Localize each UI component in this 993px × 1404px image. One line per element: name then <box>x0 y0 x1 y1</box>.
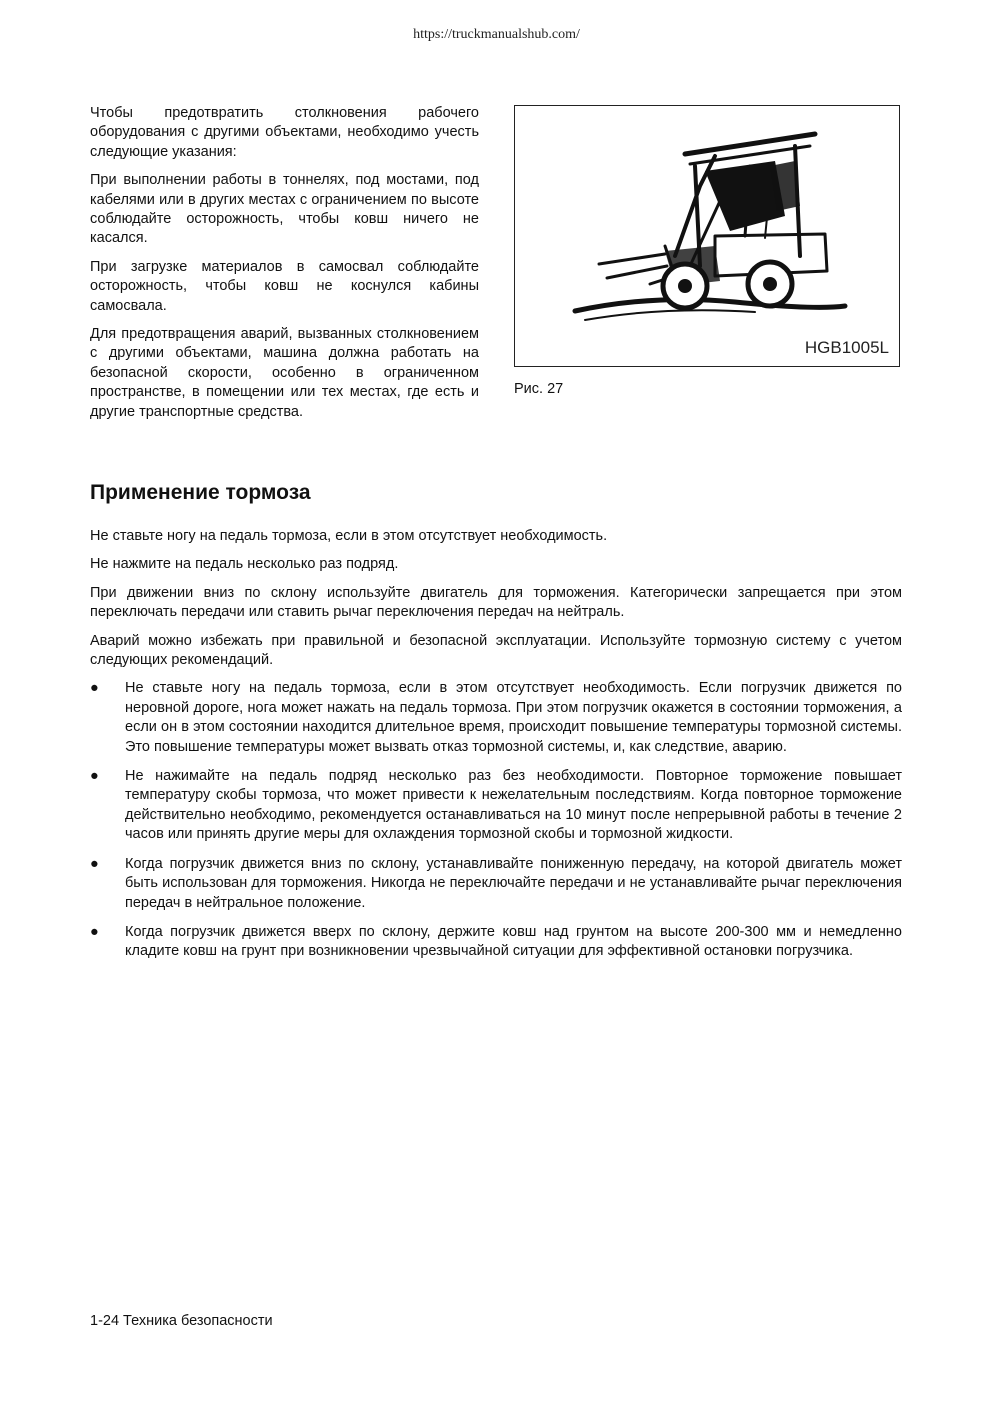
intro-column <box>90 104 479 431</box>
bullet-icon: ● <box>90 855 99 872</box>
list-item <box>90 767 902 845</box>
list-item <box>90 923 902 962</box>
bullet-icon: ● <box>90 923 99 940</box>
list-item <box>90 855 902 913</box>
section-paragraph: Не нажмите на педаль несколько раз подряд. <box>90 556 399 573</box>
section-body <box>90 527 902 972</box>
intro-paragraph: Для предотвращения аварий, вызванных столкновением с другими объектами, машина должна работать на безопасной скорости, особенно в ограниченном пространстве, в помещении или тех местах, где есть и другие транспортные средства. <box>90 326 479 420</box>
figure-caption: Рис. 27 <box>514 381 564 397</box>
recommendations-list <box>90 679 902 961</box>
list-item-text: Когда погрузчик движется вниз по склону, устанавливайте пониженную передачу, на которой двигатель может быть использован для торможения. Никогда не переключайте передачи и не устанавливайте рычаг переключения передач в нейтральное положение. <box>125 855 902 911</box>
bullet-icon: ● <box>90 768 99 785</box>
intro-paragraph: При загрузке материалов в самосвал соблюдайте осторожность, чтобы ковш не коснулся кабины самосвала. <box>90 258 479 314</box>
list-item <box>90 679 902 757</box>
section-title: Применение тормоза <box>90 481 311 504</box>
section-paragraph: Не ставьте ногу на педаль тормоза, если в этом отсутствует необходимость. <box>90 528 608 544</box>
wheel-loader-illustration <box>515 106 898 365</box>
intro-paragraph: Чтобы предотвратить столкновения рабочего оборудования с другими объектами, необходимо учесть следующие указания: <box>90 105 479 160</box>
intro-paragraph: При выполнении работы в тоннелях, под мостами, под кабелями или в других местах с ограничением по высоте соблюдайте осторожность, чтобы ковш ничего не касался. <box>90 172 479 247</box>
bullet-icon: ● <box>90 680 99 697</box>
list-item-text: Не нажимайте на педаль подряд несколько раз без необходимости. Повторное торможение повышает температуру скобы тормоза, что может привести к нежелательным последствиям. Когда повторное торможение действительно необходимо, рекомендуется останавливаться на 10 минут после непрерывной работы в течение 2 часов или принять другие меры для охлаждения тормозной скобы и тормозной жидкости. <box>125 768 902 843</box>
header-url: https://truckmanualshub.com/ <box>413 27 580 42</box>
figure-code: HGB1005L <box>804 338 889 357</box>
section-paragraph: При движении вниз по склону используйте двигатель для торможения. Категорически запрещается при этом переключать передачи или ставить рычаг переключения передач на нейтраль. <box>90 584 902 621</box>
section-paragraph: Аварий можно избежать при правильной и безопасной эксплуатации. Используйте тормозную систему с учетом следующих рекомендаций. <box>90 632 902 669</box>
figure-frame <box>514 105 900 367</box>
list-item-text: Когда погрузчик движется вверх по склону, держите ковш над грунтом на высоте 200-300 мм и немедленно кладите ковш на грунт при возникновении чрезвычайной ситуации для эффективной остановки погрузчика. <box>125 923 902 960</box>
list-item-text: Не ставьте ногу на педаль тормоза, если в этом отсутствует необходимость. Если погрузчик движется по неровной дороге, нога может нажать на педаль тормоза. При этом погрузчик окажется в состоянии торможения, а если он в этом состоянии находится длительное время, происходит повышение температуры тормозной системы. Это повышение температуры может вызвать отказ тормозной системы, и, как следствие, аварию. <box>125 680 902 755</box>
page-footer: 1-24 Техника безопасности <box>90 1313 273 1329</box>
